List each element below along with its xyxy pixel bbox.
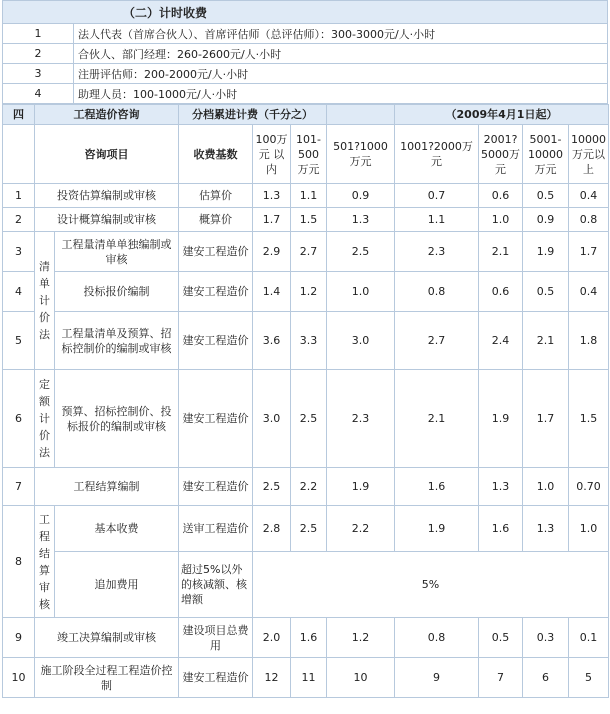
rate-cell: 2.7 (291, 232, 327, 272)
group-label (35, 506, 55, 618)
table-row (3, 24, 608, 44)
rate-cell: 2.4 (479, 312, 523, 370)
spacer (327, 105, 395, 125)
table-row (3, 468, 609, 506)
rate-cell: 0.5 (479, 618, 523, 658)
rate-cell: 0.4 (569, 184, 609, 208)
rate-cell: 1.5 (569, 370, 609, 468)
header-tier-3: 501?1000万元 (327, 125, 395, 184)
fee-base: 建安工程造价 (179, 312, 253, 370)
row-number: 8 (3, 506, 35, 618)
rate-cell: 1.9 (479, 370, 523, 468)
billing-method: 分档累进计费（千分之） (179, 105, 327, 125)
rate-cell: 1.7 (569, 232, 609, 272)
row-number: 6 (3, 370, 35, 468)
rate-text: 助理人员：100-1000元/人·小时 (74, 84, 608, 104)
rate-cell: 3.6 (253, 312, 291, 370)
rate-cell: 2.5 (291, 370, 327, 468)
row-number: 2 (3, 208, 35, 232)
rate-cell: 0.1 (569, 618, 609, 658)
table-row (3, 506, 609, 552)
blank-header (3, 125, 35, 184)
rate-cell: 1.9 (523, 232, 569, 272)
cost-consulting-table (2, 104, 609, 698)
header-tier-2: 101-500万元 (291, 125, 327, 184)
header-tier-6: 5001-10000万元 (523, 125, 569, 184)
rate-cell: 0.5 (523, 272, 569, 312)
rate-cell: 0.70 (569, 468, 609, 506)
rate-cell: 1.3 (253, 184, 291, 208)
rate-cell: 0.9 (327, 184, 395, 208)
item-name: 工程量清单单独编制或审核 (55, 232, 179, 272)
rate-cell: 1.0 (327, 272, 395, 312)
rate-cell: 0.8 (569, 208, 609, 232)
rate-cell: 10 (327, 658, 395, 698)
item-name: 工程结算编制 (35, 468, 179, 506)
fee-base: 估算价 (179, 184, 253, 208)
rate-cell: 1.7 (253, 208, 291, 232)
row-number: 7 (3, 468, 35, 506)
rate-cell: 2.1 (395, 370, 479, 468)
rate-cell: 1.3 (327, 208, 395, 232)
fee-base: 建设项目总费用 (179, 618, 253, 658)
table-row (3, 272, 609, 312)
rate-cell: 12 (253, 658, 291, 698)
rate-cell: 3.0 (327, 312, 395, 370)
item-name: 工程量清单及预算、招标控制价的编制或审核 (55, 312, 179, 370)
row-number: 4 (3, 84, 74, 104)
rate-cell: 3.3 (291, 312, 327, 370)
rate-cell: 2.5 (253, 468, 291, 506)
rate-cell: 2.5 (327, 232, 395, 272)
rate-cell: 1.0 (569, 506, 609, 552)
fee-base: 建安工程造价 (179, 658, 253, 698)
row-number: 3 (3, 232, 35, 272)
rate-cell: 0.8 (395, 272, 479, 312)
group-label-text: 工程结算审核 (39, 512, 50, 611)
merged-rate-cell: 5% (253, 552, 609, 618)
rate-cell: 2.1 (479, 232, 523, 272)
table-row (3, 658, 609, 698)
header-item: 咨询项目 (35, 125, 179, 184)
group-label (35, 370, 55, 468)
rate-cell: 0.8 (395, 618, 479, 658)
effective-date: （2009年4月1日起） (395, 105, 609, 125)
rate-cell: 1.9 (395, 506, 479, 552)
table-row (3, 232, 609, 272)
item-name: 设计概算编制或审核 (35, 208, 179, 232)
column-header-row (3, 125, 609, 184)
rate-cell: 1.1 (291, 184, 327, 208)
header-tier-7: 10000万元以上 (569, 125, 609, 184)
rate-cell: 1.0 (479, 208, 523, 232)
rate-cell: 2.9 (253, 232, 291, 272)
item-name: 施工阶段全过程工程造价控制 (35, 658, 179, 698)
rate-cell: 1.6 (395, 468, 479, 506)
row-number: 9 (3, 618, 35, 658)
rate-cell: 1.5 (291, 208, 327, 232)
row-number: 10 (3, 658, 35, 698)
rate-cell: 5 (569, 658, 609, 698)
row-number: 3 (3, 64, 74, 84)
rate-cell: 1.0 (523, 468, 569, 506)
table-row (3, 618, 609, 658)
fee-base: 建安工程造价 (179, 370, 253, 468)
fee-base: 超过5%以外的核减额、核增额 (179, 552, 253, 618)
rate-cell: 1.3 (523, 506, 569, 552)
rate-cell: 0.5 (523, 184, 569, 208)
rate-cell: 1.3 (479, 468, 523, 506)
group-label (35, 232, 55, 370)
fee-base: 概算价 (179, 208, 253, 232)
header-tier-5: 2001?5000万元 (479, 125, 523, 184)
rate-cell: 2.1 (523, 312, 569, 370)
item-name: 预算、招标控制价、投标报价的编制或审核 (55, 370, 179, 468)
rate-cell: 1.2 (327, 618, 395, 658)
rate-cell: 9 (395, 658, 479, 698)
rate-cell: 1.7 (523, 370, 569, 468)
rate-cell: 2.3 (327, 370, 395, 468)
fee-base: 送审工程造价 (179, 506, 253, 552)
rate-cell: 7 (479, 658, 523, 698)
fee-base: 建安工程造价 (179, 272, 253, 312)
group-label-text: 定额计价法 (39, 378, 50, 459)
rate-cell: 0.6 (479, 184, 523, 208)
row-number: 1 (3, 24, 74, 44)
rate-text: 法人代表（首席合伙人）、首席评估师（总评估师）：300-3000元/人·小时 (74, 24, 608, 44)
rate-cell: 2.5 (291, 506, 327, 552)
header-base: 收费基数 (179, 125, 253, 184)
rate-cell: 2.2 (291, 468, 327, 506)
rate-cell: 11 (291, 658, 327, 698)
rate-cell: 2.3 (395, 232, 479, 272)
rate-cell: 0.7 (395, 184, 479, 208)
rate-cell: 2.8 (253, 506, 291, 552)
table-row (3, 208, 609, 232)
table-row (3, 184, 609, 208)
rate-cell: 0.6 (479, 272, 523, 312)
table-row (3, 64, 608, 84)
header-tier-4: 1001?2000万元 (395, 125, 479, 184)
rate-text: 合伙人、部门经理：260-2600元/人·小时 (74, 44, 608, 64)
section-name: 工程造价咨询 (35, 105, 179, 125)
rate-cell: 0.9 (523, 208, 569, 232)
group-label-text: 清单计价法 (39, 260, 50, 341)
item-name: 竣工决算编制或审核 (35, 618, 179, 658)
rate-cell: 1.6 (479, 506, 523, 552)
rate-cell: 2.2 (327, 506, 395, 552)
item-name: 投标报价编制 (55, 272, 179, 312)
section-header-row (3, 105, 609, 125)
rate-cell: 6 (523, 658, 569, 698)
hourly-fee-table (2, 23, 608, 104)
rate-text: 注册评估师：200-2000元/人·小时 (74, 64, 608, 84)
row-number: 4 (3, 272, 35, 312)
table-row (3, 552, 609, 618)
table-row (3, 84, 608, 104)
table-row (3, 370, 609, 468)
item-name: 追加费用 (55, 552, 179, 618)
rate-cell: 2.0 (253, 618, 291, 658)
rate-cell: 1.9 (327, 468, 395, 506)
hourly-section-title: （二）计时收费 (2, 0, 608, 23)
rate-cell: 1.4 (253, 272, 291, 312)
row-number: 1 (3, 184, 35, 208)
rate-cell: 3.0 (253, 370, 291, 468)
rate-cell: 1.2 (291, 272, 327, 312)
fee-document (2, 0, 608, 698)
rate-cell: 1.6 (291, 618, 327, 658)
row-number: 5 (3, 312, 35, 370)
rate-cell: 0.3 (523, 618, 569, 658)
table-row (3, 312, 609, 370)
rate-cell: 0.4 (569, 272, 609, 312)
row-number: 2 (3, 44, 74, 64)
section-number: 四 (3, 105, 35, 125)
fee-base: 建安工程造价 (179, 232, 253, 272)
rate-cell: 1.8 (569, 312, 609, 370)
header-tier-1: 100万元 以内 (253, 125, 291, 184)
table-row (3, 44, 608, 64)
item-name: 投资估算编制或审核 (35, 184, 179, 208)
fee-base: 建安工程造价 (179, 468, 253, 506)
rate-cell: 2.7 (395, 312, 479, 370)
item-name: 基本收费 (55, 506, 179, 552)
rate-cell: 1.1 (395, 208, 479, 232)
